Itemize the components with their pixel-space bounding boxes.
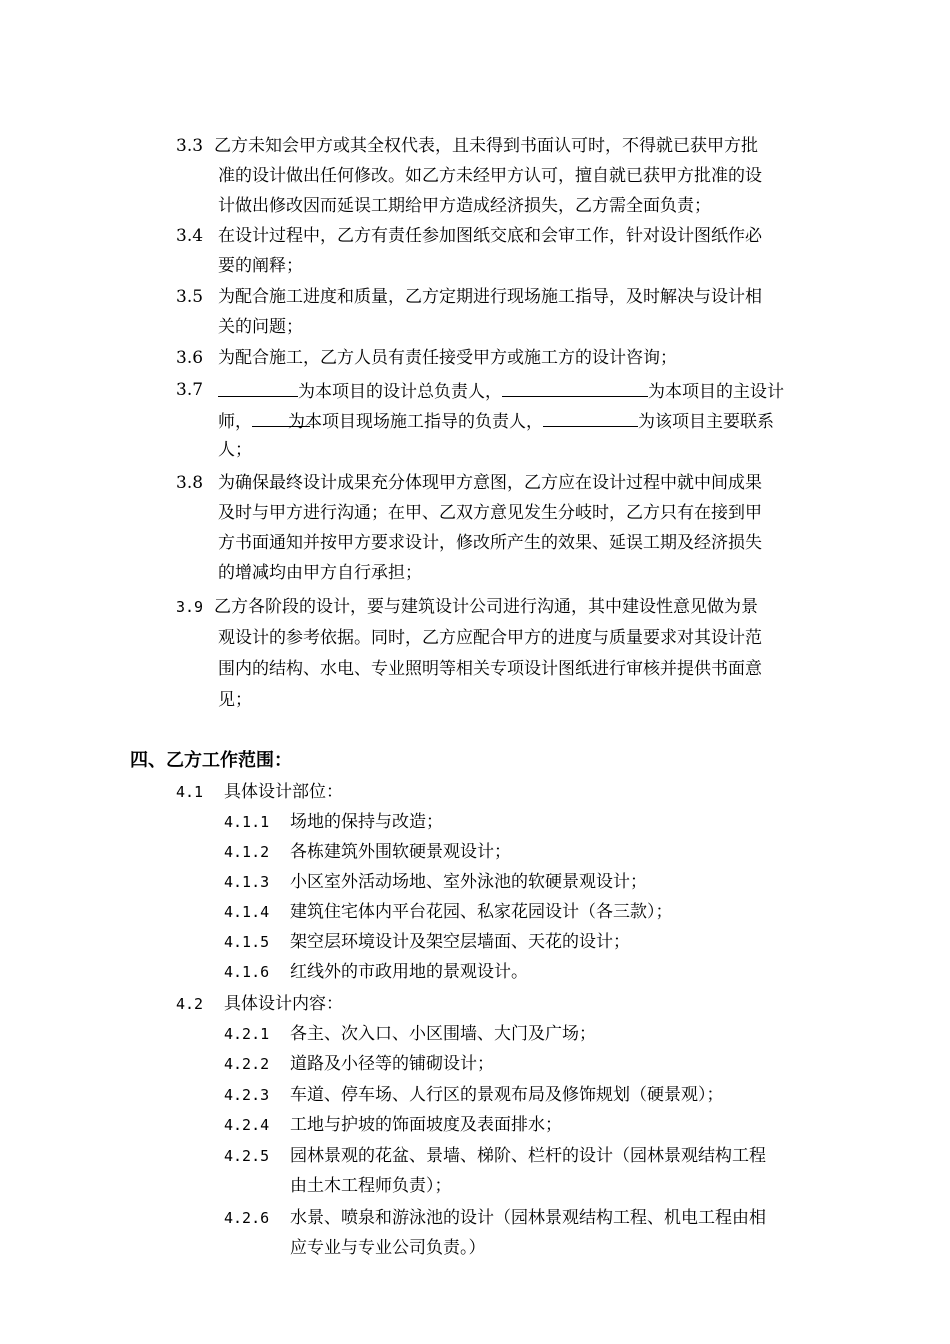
clause-number: 3.9	[176, 598, 204, 616]
blank-line	[543, 410, 638, 427]
subsection-number: 4.1	[176, 783, 204, 801]
clause-text: 及时与甲方进行沟通；在甲、乙双方意见发生分岐时，乙方只有在接到甲	[218, 503, 762, 523]
item-number: 4.2.5	[224, 1147, 270, 1165]
clause-text-row	[218, 380, 784, 402]
clause-text: 乙方各阶段的设计，要与建筑设计公司进行沟通，其中建设性意见做为景	[214, 597, 758, 617]
clause-text: 关的问题；	[218, 317, 303, 337]
item-text: 各栋建筑外围软硬景观设计；	[290, 842, 511, 862]
clause-number: 3.6	[176, 348, 204, 368]
item-number: 4.1.4	[224, 903, 270, 921]
subsection-number: 4.2	[176, 995, 204, 1013]
blank-line	[502, 380, 648, 397]
clause-text: 围内的结构、水电、专业照明等相关专项设计图纸进行审核并提供书面意	[218, 659, 762, 679]
clause-number: 3.7	[176, 380, 204, 400]
clause-text: 见；	[218, 690, 252, 710]
clause-text: 方书面通知并按甲方要求设计，修改所产生的效果、延误工期及经济损失	[218, 533, 762, 553]
clause-text: 为本项目现场施工指导的负责人，	[288, 412, 543, 432]
clause-number: 3.4	[176, 226, 204, 246]
item-text: 工地与护坡的饰面坡度及表面排水；	[290, 1115, 562, 1135]
item-text: 应专业与专业公司负责。）	[290, 1238, 486, 1258]
item-number: 4.2.1	[224, 1025, 270, 1043]
clause-text: 为本项目的主设计	[648, 382, 784, 402]
section-heading: 四、乙方工作范围：	[130, 750, 292, 771]
item-number: 4.2.6	[224, 1209, 270, 1227]
clause-text: 师，	[218, 412, 252, 432]
item-number: 4.1.1	[224, 813, 270, 831]
clause-text: 为本项目的设计总负责人，	[298, 382, 502, 402]
item-text: 红线外的市政用地的景观设计。	[290, 962, 528, 982]
clause-text: 观设计的参考依据。同时，乙方应配合甲方的进度与质量要求对其设计范	[218, 628, 762, 648]
clause-text: 计做出修改因而延误工期给甲方造成经济损失，乙方需全面负责；	[218, 196, 711, 216]
clause-number: 3.3	[176, 136, 204, 156]
item-number: 4.1.2	[224, 843, 270, 861]
clause-text: 准的设计做出任何修改。如乙方未经甲方认可，擅自就已获甲方批准的设	[218, 166, 762, 186]
clause-text: 的增减均由甲方自行承担；	[218, 563, 422, 583]
item-text: 小区室外活动场地、室外泳池的软硬景观设计；	[290, 872, 647, 892]
item-text: 园林景观的花盆、景墙、梯阶、栏杆的设计（园林景观结构工程	[290, 1146, 766, 1166]
clause-text: 为配合施工进度和质量，乙方定期进行现场施工指导，及时解决与设计相	[218, 287, 762, 307]
item-text: 水景、喷泉和游泳池的设计（园林景观结构工程、机电工程由相	[290, 1208, 766, 1228]
clause-number: 3.5	[176, 287, 204, 307]
item-number: 4.2.3	[224, 1086, 270, 1104]
clause-text: 为配合施工，乙方人员有责任接受甲方或施工方的设计咨询；	[218, 348, 677, 368]
item-text: 道路及小径等的铺砌设计；	[290, 1054, 494, 1074]
item-text: 车道、停车场、人行区的景观布局及修饰规划（硬景观）；	[290, 1085, 724, 1105]
clause-text: 人；	[218, 440, 252, 460]
item-text: 架空层环境设计及架空层墙面、天花的设计；	[290, 932, 630, 952]
clause-text: 乙方未知会甲方或其全权代表，且未得到书面认可时，不得就已获甲方批	[214, 136, 758, 156]
blank-line	[218, 380, 298, 397]
item-number: 4.2.2	[224, 1055, 270, 1073]
item-text: 场地的保持与改造；	[290, 812, 443, 832]
clause-number: 3.8	[176, 473, 204, 493]
clause-text: 要的阐释；	[218, 256, 303, 276]
subsection-title: 具体设计内容：	[224, 994, 343, 1014]
item-number: 4.1.3	[224, 873, 270, 891]
clause-text: 为该项目主要联系	[638, 412, 774, 432]
item-number: 4.1.5	[224, 933, 270, 951]
clause-text: 在设计过程中，乙方有责任参加图纸交底和会审工作，针对设计图纸作必	[218, 226, 762, 246]
item-number: 4.2.4	[224, 1116, 270, 1134]
item-text: 各主、次入口、小区围墙、大门及广场；	[290, 1024, 596, 1044]
item-text: 由土木工程师负责）；	[290, 1176, 452, 1196]
subsection-title: 具体设计部位：	[224, 782, 343, 802]
item-number: 4.1.6	[224, 963, 270, 981]
item-text: 建筑住宅体内平台花园、私家花园设计（各三款）；	[290, 902, 673, 922]
clause-text-row	[218, 410, 774, 432]
clause-text: 为确保最终设计成果充分体现甲方意图，乙方应在设计过程中就中间成果	[218, 473, 762, 493]
